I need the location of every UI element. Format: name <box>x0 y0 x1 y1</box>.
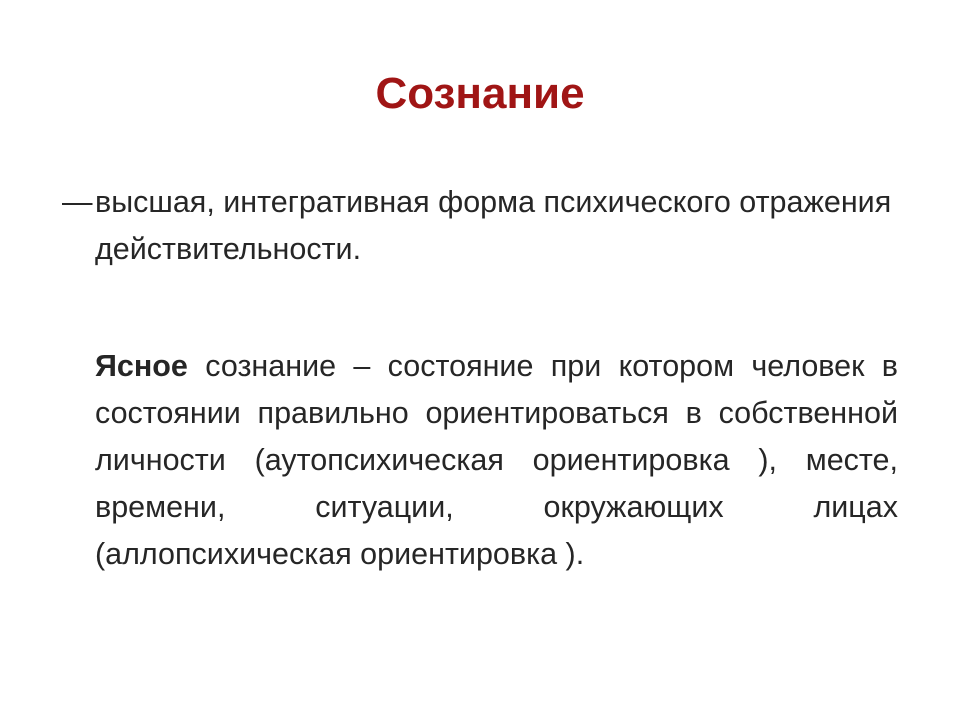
clear-consciousness-term: Ясное <box>95 349 188 383</box>
definition-dash: — <box>62 185 93 219</box>
clear-consciousness-text: сознание – состояние при котором человек в состоянии правильно ориентироваться в собственной личности (аутопсихическая ориентировка ), месте, времени, ситуации, окружающих лицах (аллопсихическая ориентировка ). <box>95 349 898 571</box>
slide-title: Сознание <box>375 69 585 118</box>
definition-paragraph <box>95 179 898 273</box>
clear-consciousness-paragraph <box>95 343 898 578</box>
definition-text: высшая, интегративная форма психического отражения действительности. <box>95 185 892 266</box>
